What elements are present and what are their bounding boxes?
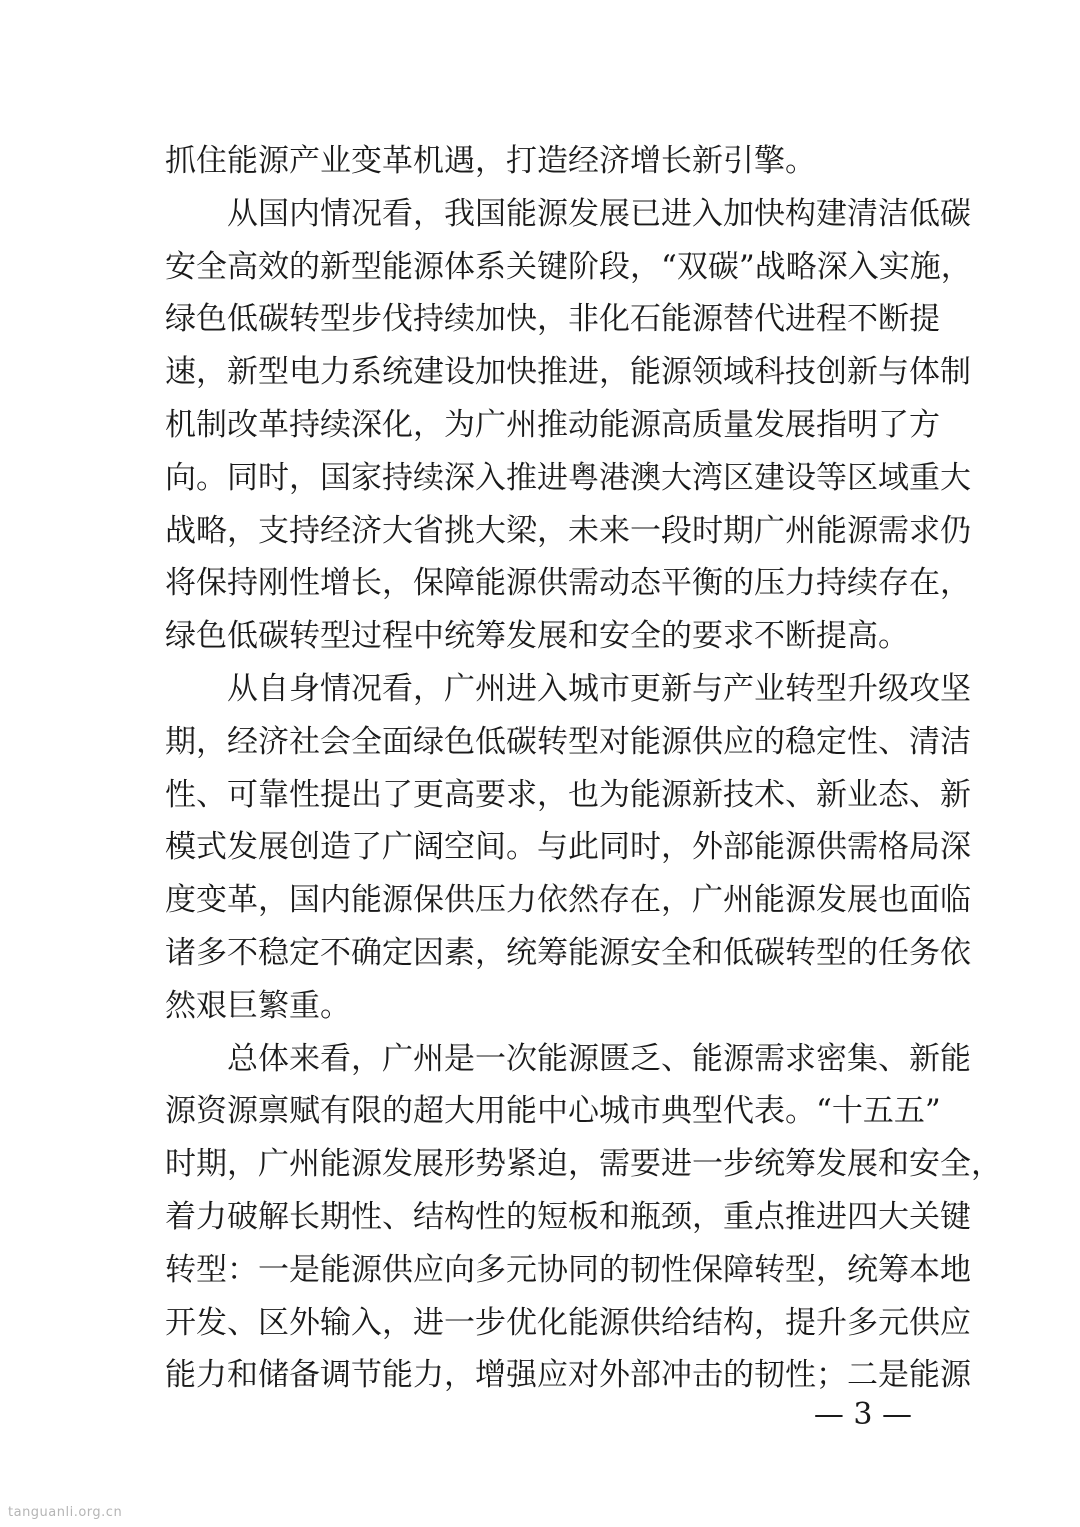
- text-line: 源资源禀赋有限的超大用能中心城市典型代表。“十五五”: [165, 1093, 941, 1129]
- text-line: 绿色低碳转型过程中统筹发展和安全的要求不断提高。: [165, 618, 909, 654]
- text-line: 性、可靠性提出了更高要求，也为能源新技术、新业态、新: [165, 777, 971, 813]
- text-line: 安全高效的新型能源体系关键阶段，“双碳”战略深入实施，: [165, 249, 972, 285]
- text-line: 时期，广州能源发展形势紧迫，需要进一步统筹发展和安全，: [165, 1146, 1002, 1182]
- text-line: 诸多不稳定不确定因素，统筹能源安全和低碳转型的任务依: [165, 935, 971, 971]
- text-line: 期，经济社会全面绿色低碳转型对能源供应的稳定性、清洁: [165, 724, 971, 760]
- text-line: 从国内情况看，我国能源发展已进入加快构建清洁低碳: [227, 196, 971, 232]
- text-line: 度变革，国内能源保供压力依然存在，广州能源发展也面临: [165, 882, 971, 918]
- text-line: 抓住能源产业变革机遇，打造经济增长新引擎。: [165, 143, 816, 179]
- page-number: — 3 —: [813, 1397, 912, 1432]
- text-line: 绿色低碳转型步伐持续加快，非化石能源替代进程不断提: [165, 301, 940, 337]
- text-line: 然艰巨繁重。: [165, 988, 351, 1024]
- text-line: 向。同时，国家持续深入推进粤港澳大湾区建设等区域重大: [165, 460, 971, 496]
- text-line: 着力破解长期性、结构性的短板和瓶颈，重点推进四大关键: [165, 1199, 971, 1235]
- text-line: 战略，支持经济大省挑大梁，未来一段时期广州能源需求仍: [165, 513, 971, 549]
- text-line: 转型：一是能源供应向多元协同的韧性保障转型，统筹本地: [165, 1252, 971, 1288]
- text-line: 模式发展创造了广阔空间。与此同时，外部能源供需格局深: [165, 829, 971, 865]
- text-line: 从自身情况看，广州进入城市更新与产业转型升级攻坚: [227, 671, 971, 707]
- text-line: 开发、区外输入，进一步优化能源供给结构，提升多元供应: [165, 1305, 971, 1341]
- text-line: 机制改革持续深化，为广州推动能源高质量发展指明了方: [165, 407, 940, 443]
- text-line: 速，新型电力系统建设加快推进，能源领域科技创新与体制: [165, 354, 971, 390]
- text-line: 总体来看，广州是一次能源匮乏、能源需求密集、新能: [227, 1041, 971, 1077]
- text-line: 能力和储备调节能力，增强应对外部冲击的韧性；二是能源: [165, 1357, 971, 1393]
- watermark-text: tanguanli.org.cn: [8, 1505, 123, 1520]
- text-line: 将保持刚性增长，保障能源供需动态平衡的压力持续存在，: [165, 565, 971, 601]
